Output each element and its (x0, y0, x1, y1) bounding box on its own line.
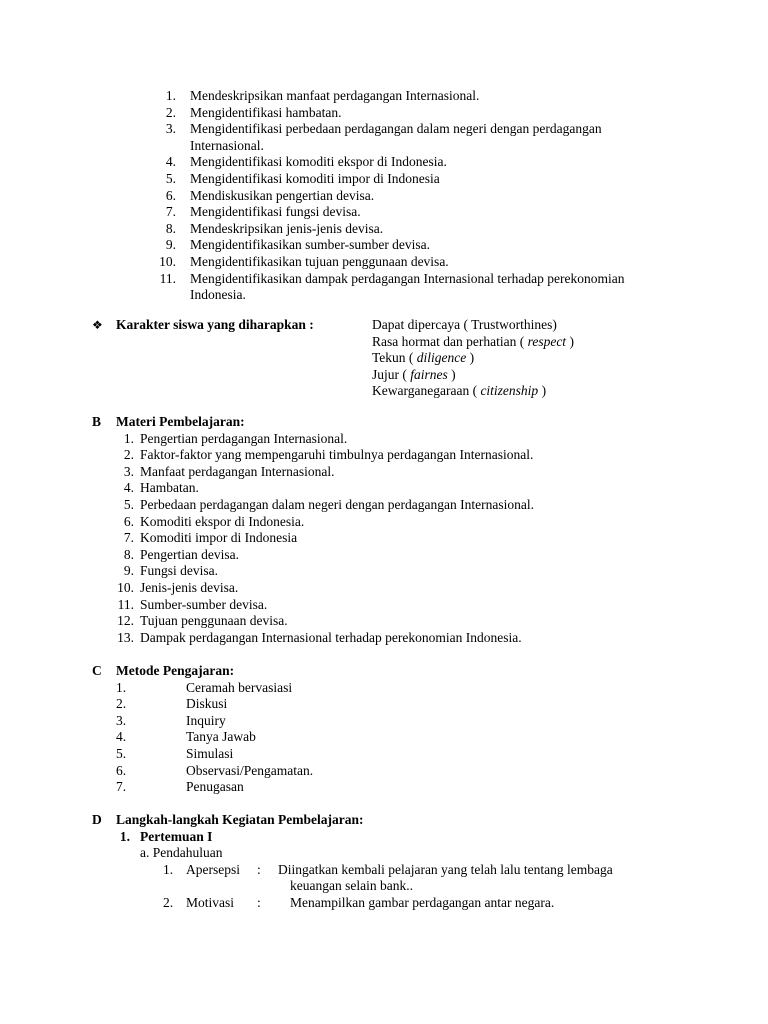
metode-number: 7. (116, 779, 127, 795)
materi-item (0, 547, 768, 564)
step-colon: : (257, 894, 261, 910)
materi-item (0, 497, 768, 514)
objective-item (0, 105, 768, 122)
karakter-value-close: ) (566, 333, 574, 349)
materi-number: 9. (123, 563, 134, 579)
objective-text: Mengidentifikasi fungsi devisa. (190, 204, 361, 220)
materi-text: Pengertian devisa. (140, 546, 239, 562)
section-d (0, 812, 768, 912)
materi-item (0, 464, 768, 481)
pendahuluan-steps (0, 862, 768, 912)
materi-text: Faktor-faktor yang mempengaruhi timbulnya perdagangan Internasional. (140, 447, 534, 463)
materi-text: Komoditi impor di Indonesia (140, 530, 298, 546)
karakter-value (372, 383, 574, 400)
objective-text: Mengidentifikasikan tujuan penggunaan devisa. (190, 253, 449, 269)
pendahuluan-step (0, 895, 768, 912)
step-number: 2. (163, 894, 174, 910)
objective-text: Mengidentifikasi komoditi ekspor di Indonesia. (190, 154, 447, 170)
materi-number: 13. (117, 629, 134, 645)
materi-text: Tujuan penggunaan devisa. (140, 613, 288, 629)
materi-list (0, 431, 768, 647)
objective-text: Mengidentifikasikan dampak perdagangan Internasional terhadap perekonomian (190, 270, 625, 286)
metode-text: Observasi/Pengamatan. (186, 762, 314, 778)
karakter-value (372, 334, 574, 351)
metode-text: Simulasi (186, 745, 234, 761)
materi-item (0, 431, 768, 448)
karakter-value (372, 350, 574, 367)
materi-number: 6. (123, 513, 134, 529)
objective-number: 10. (159, 253, 176, 269)
objective-number: 9. (165, 237, 176, 253)
materi-item (0, 580, 768, 597)
metode-number: 3. (116, 712, 127, 728)
objective-item (0, 154, 768, 171)
karakter-value-text: Jujur ( (372, 366, 411, 382)
objective-number: 11. (159, 270, 176, 286)
objective-item (0, 271, 768, 288)
section-c-title: Metode Pengajaran: (116, 663, 235, 678)
step-label: Motivasi (186, 894, 235, 910)
karakter-value-text: Dapat dipercaya ( Trustworthines) (372, 317, 557, 332)
objective-item (0, 138, 768, 155)
section-b (0, 414, 768, 646)
objective-number: 2. (165, 104, 176, 120)
materi-text: Fungsi devisa. (140, 563, 219, 579)
materi-item (0, 563, 768, 580)
objective-number: 6. (165, 187, 176, 203)
materi-item (0, 480, 768, 497)
materi-text: Pengertian perdagangan Internasional. (140, 430, 348, 446)
objective-item (0, 287, 768, 304)
metode-item (0, 696, 768, 713)
metode-item (0, 746, 768, 763)
materi-item (0, 447, 768, 464)
objective-text: Indonesia. (190, 287, 246, 303)
meeting-title: Pertemuan I (140, 828, 213, 844)
karakter-value-term: fairnes (410, 366, 448, 382)
step-number: 1. (163, 861, 174, 877)
metode-text: Penugasan (186, 779, 244, 795)
objective-text: Mengidentifikasikan sumber-sumber devisa. (190, 237, 431, 253)
section-b-title: Materi Pembelajaran: (116, 414, 245, 429)
karakter-value (372, 367, 574, 384)
metode-list (0, 680, 768, 796)
karakter-value-close: ) (447, 366, 456, 382)
karakter-value (372, 317, 574, 334)
karakter-value-term: respect (527, 333, 567, 349)
materi-text: Jenis-jenis devisa. (140, 579, 239, 595)
karakter-value-term: diligence (416, 350, 467, 366)
metode-number: 4. (116, 729, 127, 745)
karakter-label: Karakter siswa yang diharapkan : (116, 317, 314, 332)
materi-number: 7. (123, 530, 134, 546)
karakter-value-text: Rasa hormat dan perhatian ( (372, 333, 528, 349)
materi-number: 3. (123, 463, 134, 479)
section-b-letter: B (92, 414, 102, 429)
objective-text: Mendeskripsikan manfaat perdagangan Internasional. (190, 88, 480, 103)
pendahuluan-step (0, 878, 768, 895)
section-d-letter: D (92, 812, 102, 827)
materi-text: Hambatan. (140, 480, 199, 496)
objective-number: 8. (165, 220, 176, 236)
objective-number: 7. (165, 204, 176, 220)
karakter-value-term: citizenship (480, 383, 539, 399)
materi-item (0, 630, 768, 647)
materi-number: 11. (117, 596, 134, 612)
step-text: keuangan selain bank.. (290, 878, 413, 894)
materi-item (0, 613, 768, 630)
karakter-values (372, 317, 574, 400)
materi-text: Komoditi ekspor di Indonesia. (140, 513, 305, 529)
pendahuluan-heading: a. Pendahuluan (140, 845, 223, 861)
metode-text: Tanya Jawab (186, 729, 256, 745)
diamond-bullet-icon: ❖ (92, 318, 103, 332)
objective-item (0, 188, 768, 205)
materi-item (0, 530, 768, 547)
karakter-value-close: ) (466, 350, 475, 366)
objective-number: 1. (165, 88, 176, 103)
section-d-title: Langkah-langkah Kegiatan Pembelajaran: (116, 812, 364, 827)
step-text: Diingatkan kembali pelajaran yang telah lalu tentang lembaga (278, 861, 613, 877)
objective-number: 3. (165, 121, 176, 137)
objective-text: Mengidentifikasi komoditi impor di Indonesia (190, 170, 440, 186)
step-label: Apersepsi (186, 861, 240, 877)
metode-number: 5. (116, 745, 127, 761)
section-c-letter: C (92, 663, 102, 678)
materi-number: 5. (123, 496, 134, 512)
objective-text: Mengidentifikasi hambatan. (190, 104, 342, 120)
materi-number: 8. (123, 546, 134, 562)
karakter-value-text: Tekun ( (372, 350, 417, 366)
objective-number: 5. (165, 170, 176, 186)
metode-text: Diskusi (186, 696, 228, 712)
objective-item (0, 171, 768, 188)
objective-text: Mengidentifikasi perbedaan perdagangan dalam negeri dengan perdagangan (190, 121, 602, 137)
materi-item (0, 514, 768, 531)
objective-item (0, 204, 768, 221)
objective-item (0, 254, 768, 271)
metode-text: Ceramah bervasiasi (186, 679, 293, 695)
metode-number: 6. (116, 762, 127, 778)
materi-number: 4. (123, 480, 134, 496)
materi-item (0, 597, 768, 614)
objective-item (0, 237, 768, 254)
step-colon: : (257, 861, 261, 877)
metode-item (0, 729, 768, 746)
materi-text: Sumber-sumber devisa. (140, 596, 268, 612)
materi-text: Dampak perdagangan Internasional terhadap perekonomian Indonesia. (140, 629, 522, 645)
metode-number: 1. (116, 679, 127, 695)
metode-item (0, 763, 768, 780)
metode-text: Inquiry (186, 712, 226, 728)
objective-text: Mendeskripsikan jenis-jenis devisa. (190, 220, 384, 236)
objectives-list (0, 88, 768, 304)
materi-number: 2. (123, 447, 134, 463)
materi-text: Manfaat perdagangan Internasional. (140, 463, 335, 479)
materi-number: 12. (117, 613, 134, 629)
metode-item (0, 713, 768, 730)
objective-text: Internasional. (190, 137, 264, 153)
materi-number: 10. (117, 579, 134, 595)
metode-item (0, 779, 768, 796)
step-text: Menampilkan gambar perdagangan antar negara. (290, 894, 555, 910)
metode-number: 2. (116, 696, 127, 712)
pendahuluan-step (0, 862, 768, 879)
objective-item (0, 221, 768, 238)
karakter-value-text: Kewarganegaraan ( (372, 383, 481, 399)
objective-text: Mendiskusikan pengertian devisa. (190, 187, 375, 203)
metode-item (0, 680, 768, 697)
objective-number: 4. (165, 154, 176, 170)
meeting-number: 1. (119, 828, 130, 844)
materi-number: 1. (123, 430, 134, 446)
karakter-value-close: ) (538, 383, 547, 399)
materi-text: Perbedaan perdagangan dalam negeri dengan perdagangan Internasional. (140, 496, 534, 512)
section-c (0, 663, 768, 796)
objective-item (0, 88, 768, 105)
objective-item (0, 121, 768, 138)
